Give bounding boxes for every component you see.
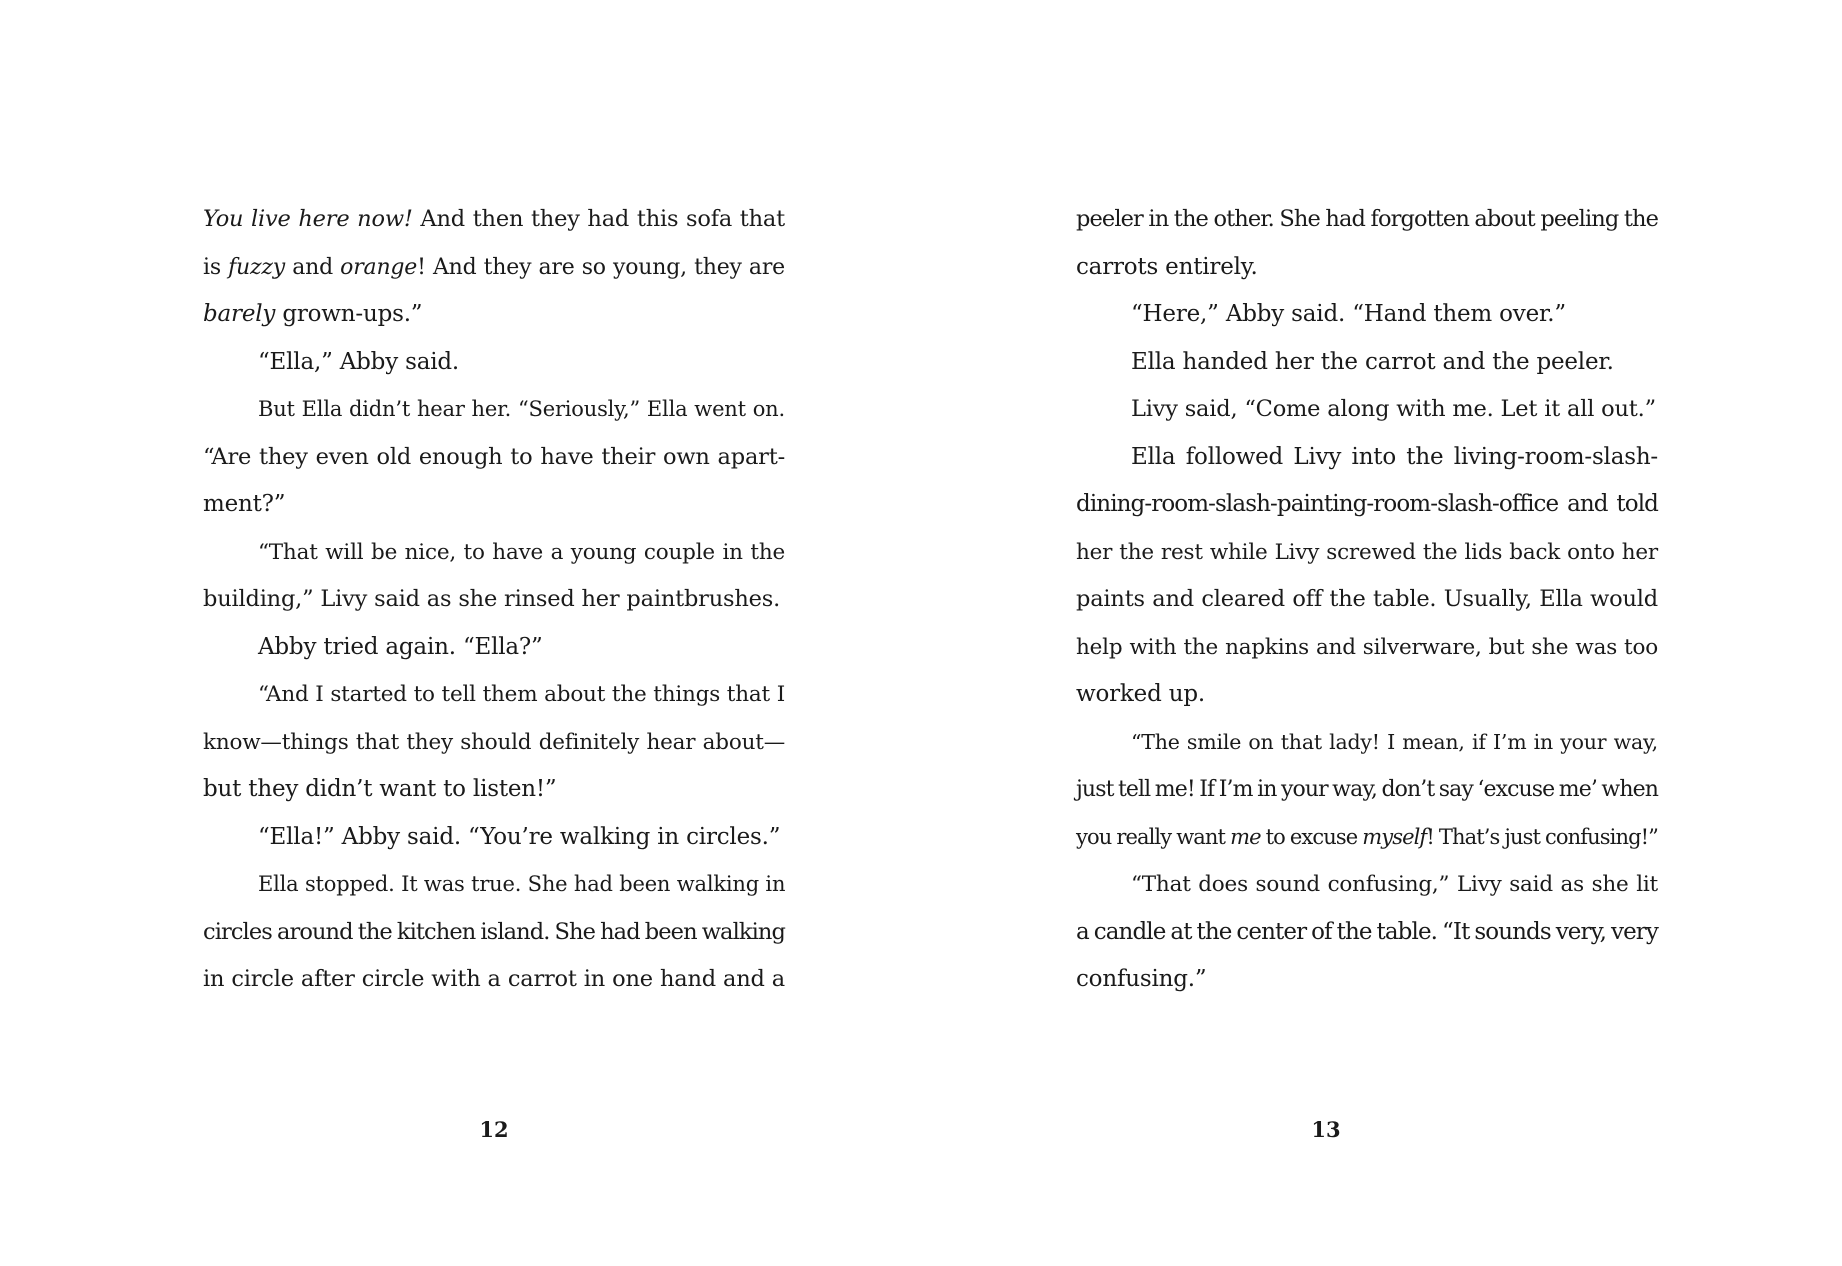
text-line: Ella handed her the carrot and the peeler. — [1131, 348, 1614, 375]
text-line: “That will be nice, to have a young couple in the — [258, 539, 785, 565]
text-line: building,” Livy said as she rinsed her paintbrushes. — [203, 586, 781, 612]
text-line: Livy said, “Come along with me. Let it all out.” — [1131, 396, 1656, 422]
text-line: You live here now! And then they had this sofa that — [203, 206, 785, 232]
text-line: barely grown-ups.” — [203, 301, 423, 327]
text-line: circles around the kitchen island. She had been walking — [203, 918, 785, 945]
right-page-text — [1076, 196, 1658, 1004]
text-line: peeler in the other. She had forgotten about peeling the — [1076, 206, 1658, 232]
text-line: carrots entirely. — [1076, 253, 1258, 280]
text-line: Abby tried again. “Ella?” — [258, 633, 543, 660]
text-line: ment?” — [203, 491, 286, 517]
text-line: Ella followed Livy into the living-room-slash- — [1131, 443, 1658, 470]
text-line: paints and cleared off the table. Usually, Ella would — [1076, 586, 1658, 612]
text-line: “Here,” Abby said. “Hand them over.” — [1131, 301, 1566, 327]
text-line: help with the napkins and silverware, but she was too — [1076, 634, 1658, 660]
text-line: “Ella!” Abby said. “You’re walking in circles.” — [258, 823, 781, 850]
text-line: a candle at the center of the table. “It sounds very, very — [1076, 918, 1658, 945]
text-line: confusing.” — [1076, 966, 1207, 992]
text-line: But Ella didn’t hear her. “Seriously,” Ella went on. — [258, 397, 785, 421]
text-line: “And I started to tell them about the things that I — [258, 682, 785, 707]
left-page-text — [203, 196, 785, 1004]
text-line: “Ella,” Abby said. — [258, 348, 460, 375]
page-number: 13 — [1311, 1117, 1341, 1142]
text-line: you really want me to excuse myself! That’s just confusing!” — [1076, 824, 1658, 849]
right-page — [921, 0, 1842, 1266]
text-line: worked up. — [1076, 681, 1205, 707]
page-number: 12 — [479, 1117, 509, 1142]
text-line: “The smile on that lady! I mean, if I’m in your way, — [1131, 729, 1658, 754]
text-line: in circle after circle with a carrot in one hand and a — [203, 966, 785, 992]
text-line: just tell me! If I’m in your way, don’t say ‘excuse me’ when — [1076, 777, 1658, 802]
text-line: her the rest while Livy screwed the lids back onto her — [1076, 539, 1658, 565]
text-line: is fuzzy and orange! And they are so young, they are — [203, 254, 785, 280]
text-line: know—things that they should definitely hear about— — [203, 729, 785, 755]
text-line: Ella stopped. It was true. She had been walking in — [258, 872, 786, 896]
text-line: “That does sound confusing,” Livy said as she lit — [1131, 872, 1658, 897]
text-line: dining-room-slash-painting-room-slash-office and told — [1076, 491, 1658, 517]
text-line: but they didn’t want to listen!” — [203, 776, 557, 802]
text-line: “Are they even old enough to have their own apart- — [203, 443, 785, 470]
